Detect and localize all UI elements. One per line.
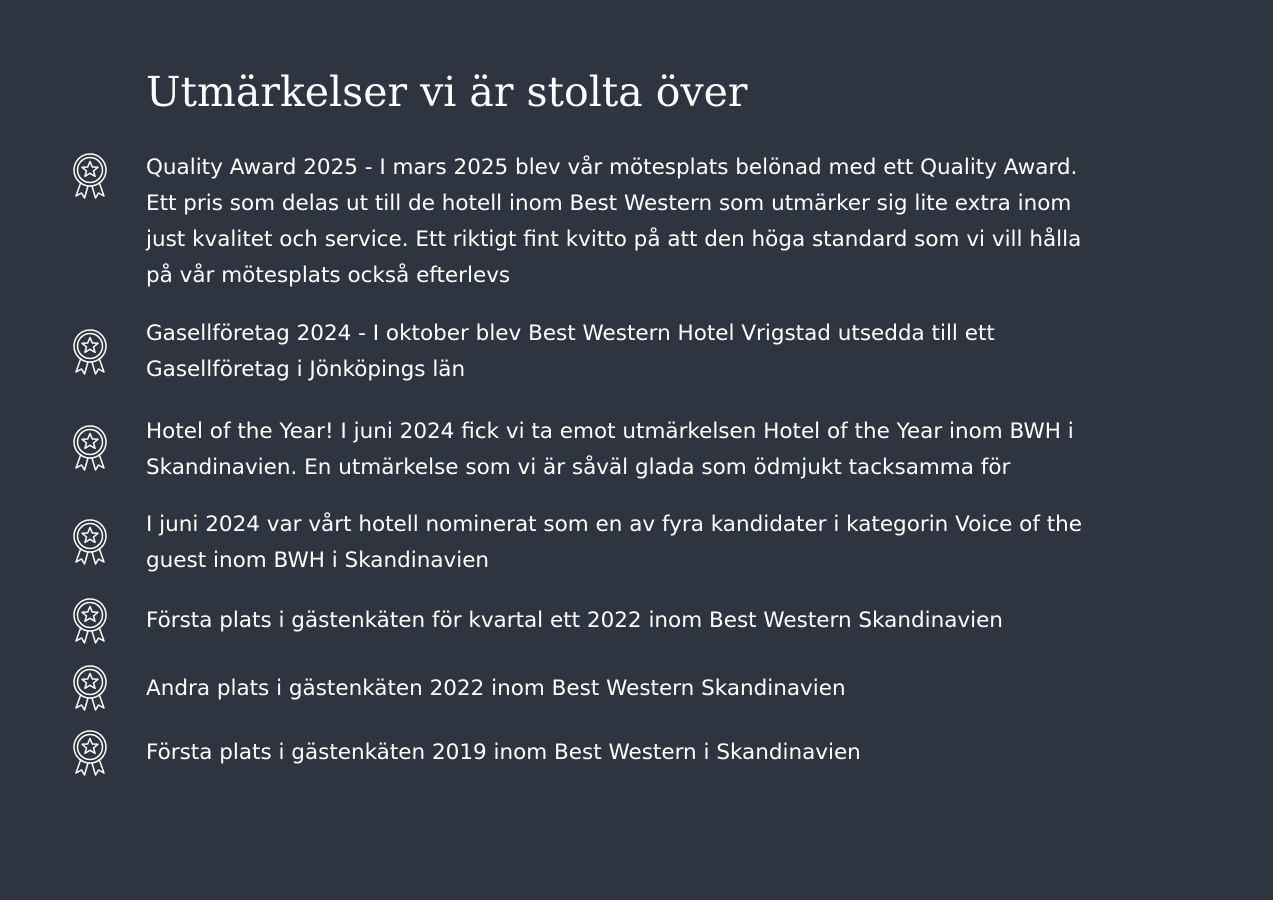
- award-rosette-icon: [72, 729, 108, 777]
- award-item-text: Första plats i gästenkäten för kvartal ett 2022 inom Best Western Skandinavien: [146, 608, 1003, 633]
- award-rosette-icon: [72, 328, 108, 376]
- award-item-text: Gasellföretag 2024 - I oktober blev Best Western Hotel Vrigstad utsedda till ett Gasellföretag i Jönköpings län: [146, 321, 995, 382]
- award-item-text: I juni 2024 var vårt hotell nominerat som en av fyra kandidater i kategorin Voice of the guest inom BWH i Skandinavien: [146, 512, 1083, 573]
- award-rosette-icon: [72, 152, 108, 200]
- award-item-text: Andra plats i gästenkäten 2022 inom Best Western Skandinavien: [146, 676, 846, 701]
- award-rosette-icon: [72, 597, 108, 645]
- award-item-text: Quality Award 2025 - I mars 2025 blev vår mötesplats belönad med ett Quality Award. Ett pris som delas ut till de hotell inom Best Western som utmärker sig lite extra inom just kvalitet och service. Ett riktigt fint kvitto på att den höga standard som vi vill hålla på vår mötesplats också efterlevs: [146, 155, 1082, 288]
- award-item-text: Första plats i gästenkäten 2019 inom Best Western i Skandinavien: [146, 740, 861, 765]
- award-item-text: Hotel of the Year! I juni 2024 fick vi ta emot utmärkelsen Hotel of the Year inom BWH i Skandinavien. En utmärkelse som vi är såväl glada som ödmjukt tacksamma för: [146, 419, 1074, 480]
- section-title: Utmärkelser vi är stolta över: [146, 68, 748, 116]
- award-rosette-icon: [72, 664, 108, 712]
- award-rosette-icon: [72, 518, 108, 566]
- award-rosette-icon: [72, 424, 108, 472]
